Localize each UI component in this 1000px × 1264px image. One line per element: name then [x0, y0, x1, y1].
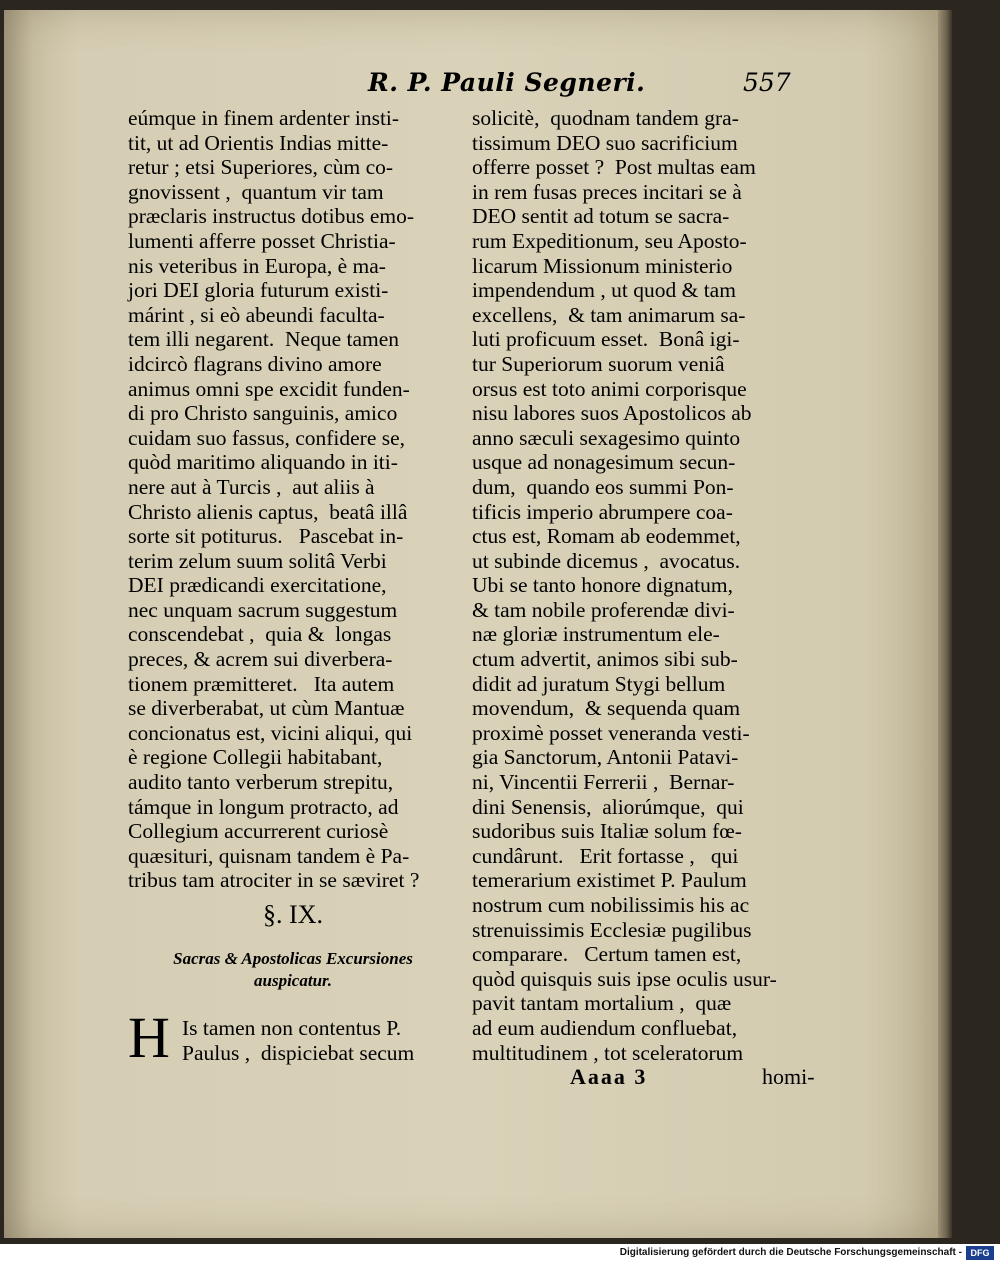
section-subtitle: Sacras & Apostolicas Excursiones auspicatur.: [173, 949, 413, 990]
running-head: R. P. Pauli Segneri.: [368, 68, 646, 97]
left-column-text: eúmque in finem ardenter insti- tit, ut ad Orientis Indias mitte- retur ; etsi Superiores, cùm co- gnovissent , quantum vir tam præclaris instructus dotibus emo- lumenti afferre posset Christia- nis veteribus in Europa, è ma- jori DEI gloria futurum existi- márint , si eò abeundi faculta- tem illi negarent. Neque tamen idcircò flagrans divino amore animus omni spe excidit funden- di pro Christo sanguinis, amico cuidam suo fassus, confidere se, quòd maritimo aliquando in iti- nere aut à Turcis , aut aliis à Christo alienis captus, beatâ illâ sorte sit potiturus. Pascebat in- terim zelum suum solitâ Verbi DEI prædicandi exercitatione, nec unquam sacrum suggestum conscendebat , quia & longas preces, & acrem sui diverbera- tionem præmitteret. Ita autem se diverberabat, ut cùm Mantuæ concionatus est, vicini aliqui, qui è regione Collegii habitabant, audito tanto verberum strepitu, támque in longum protracto, ad Collegium accurrerent curiosè quæsituri, quisnam tandem è Pa- tribus tam atrociter in se sæviret ?: [128, 106, 420, 893]
dfg-logo-icon: DFG: [966, 1246, 994, 1260]
page-number: 557: [743, 68, 791, 97]
page-edge: [938, 10, 952, 1238]
catchword: homi-: [762, 1064, 815, 1089]
right-column-text: solicitè, quodnam tandem gra- tissimum DEO suo sacrificium offerre posset ? Post multas eam in rem fusas preces incitari se à DEO sentit ad totum se sacra- rum Expeditionum, seu Aposto- licarum Missionum ministerio impendendum , ut quod & tam excellens, & tam animarum sa- luti proficuum esset. Bonâ igi- tur Superiorum suorum veniâ orsus est toto animi corporisque nisu labores suos Apostolicos ab anno sæculi sexagesimo quinto usque ad nonagesimum secun- dum, quando eos summi Pon- tificis imperio abrumpere coa- ctus est, Romam ab eodemmet, ut subinde dicemus , avocatus. Ubi se tanto honore dignatum, & tam nobile proferendæ divi- næ gloriæ instrumentum ele- ctum advertit, animos sibi sub- didit ad juratum Stygi bellum movendum, & sequenda quam proximè posset veneranda vesti- gia Sanctorum, Antonii Patavi- ni, Vincentii Ferrerii , Bernar- dini Senensis, aliorúmque, qui sudoribus suis Italiæ solum fœ- cundârunt. Erit fortasse , qui temerarium existimet P. Paulum nostrum cum nobilissimis his ac strenuissimis Ecclesiæ pugilibus comparare. Certum tamen est, quòd quisquis suis ipse oculis usur- pavit tantam mortalium , quæ ad eum audiendum confluebat, multitudinem , tot sceleratorum: [472, 106, 777, 1065]
section-heading: §. IX.: [263, 900, 323, 929]
section-opening-lines: Is tamen non contentus P. Paulus , dispiciebat secum: [182, 1016, 415, 1065]
drop-cap: H: [128, 1005, 170, 1070]
funding-credit: Digitalisierung gefördert durch die Deutsche Forschungsgemeinschaft -: [619, 1247, 962, 1258]
signature-mark: Aaaa 3: [570, 1064, 648, 1089]
